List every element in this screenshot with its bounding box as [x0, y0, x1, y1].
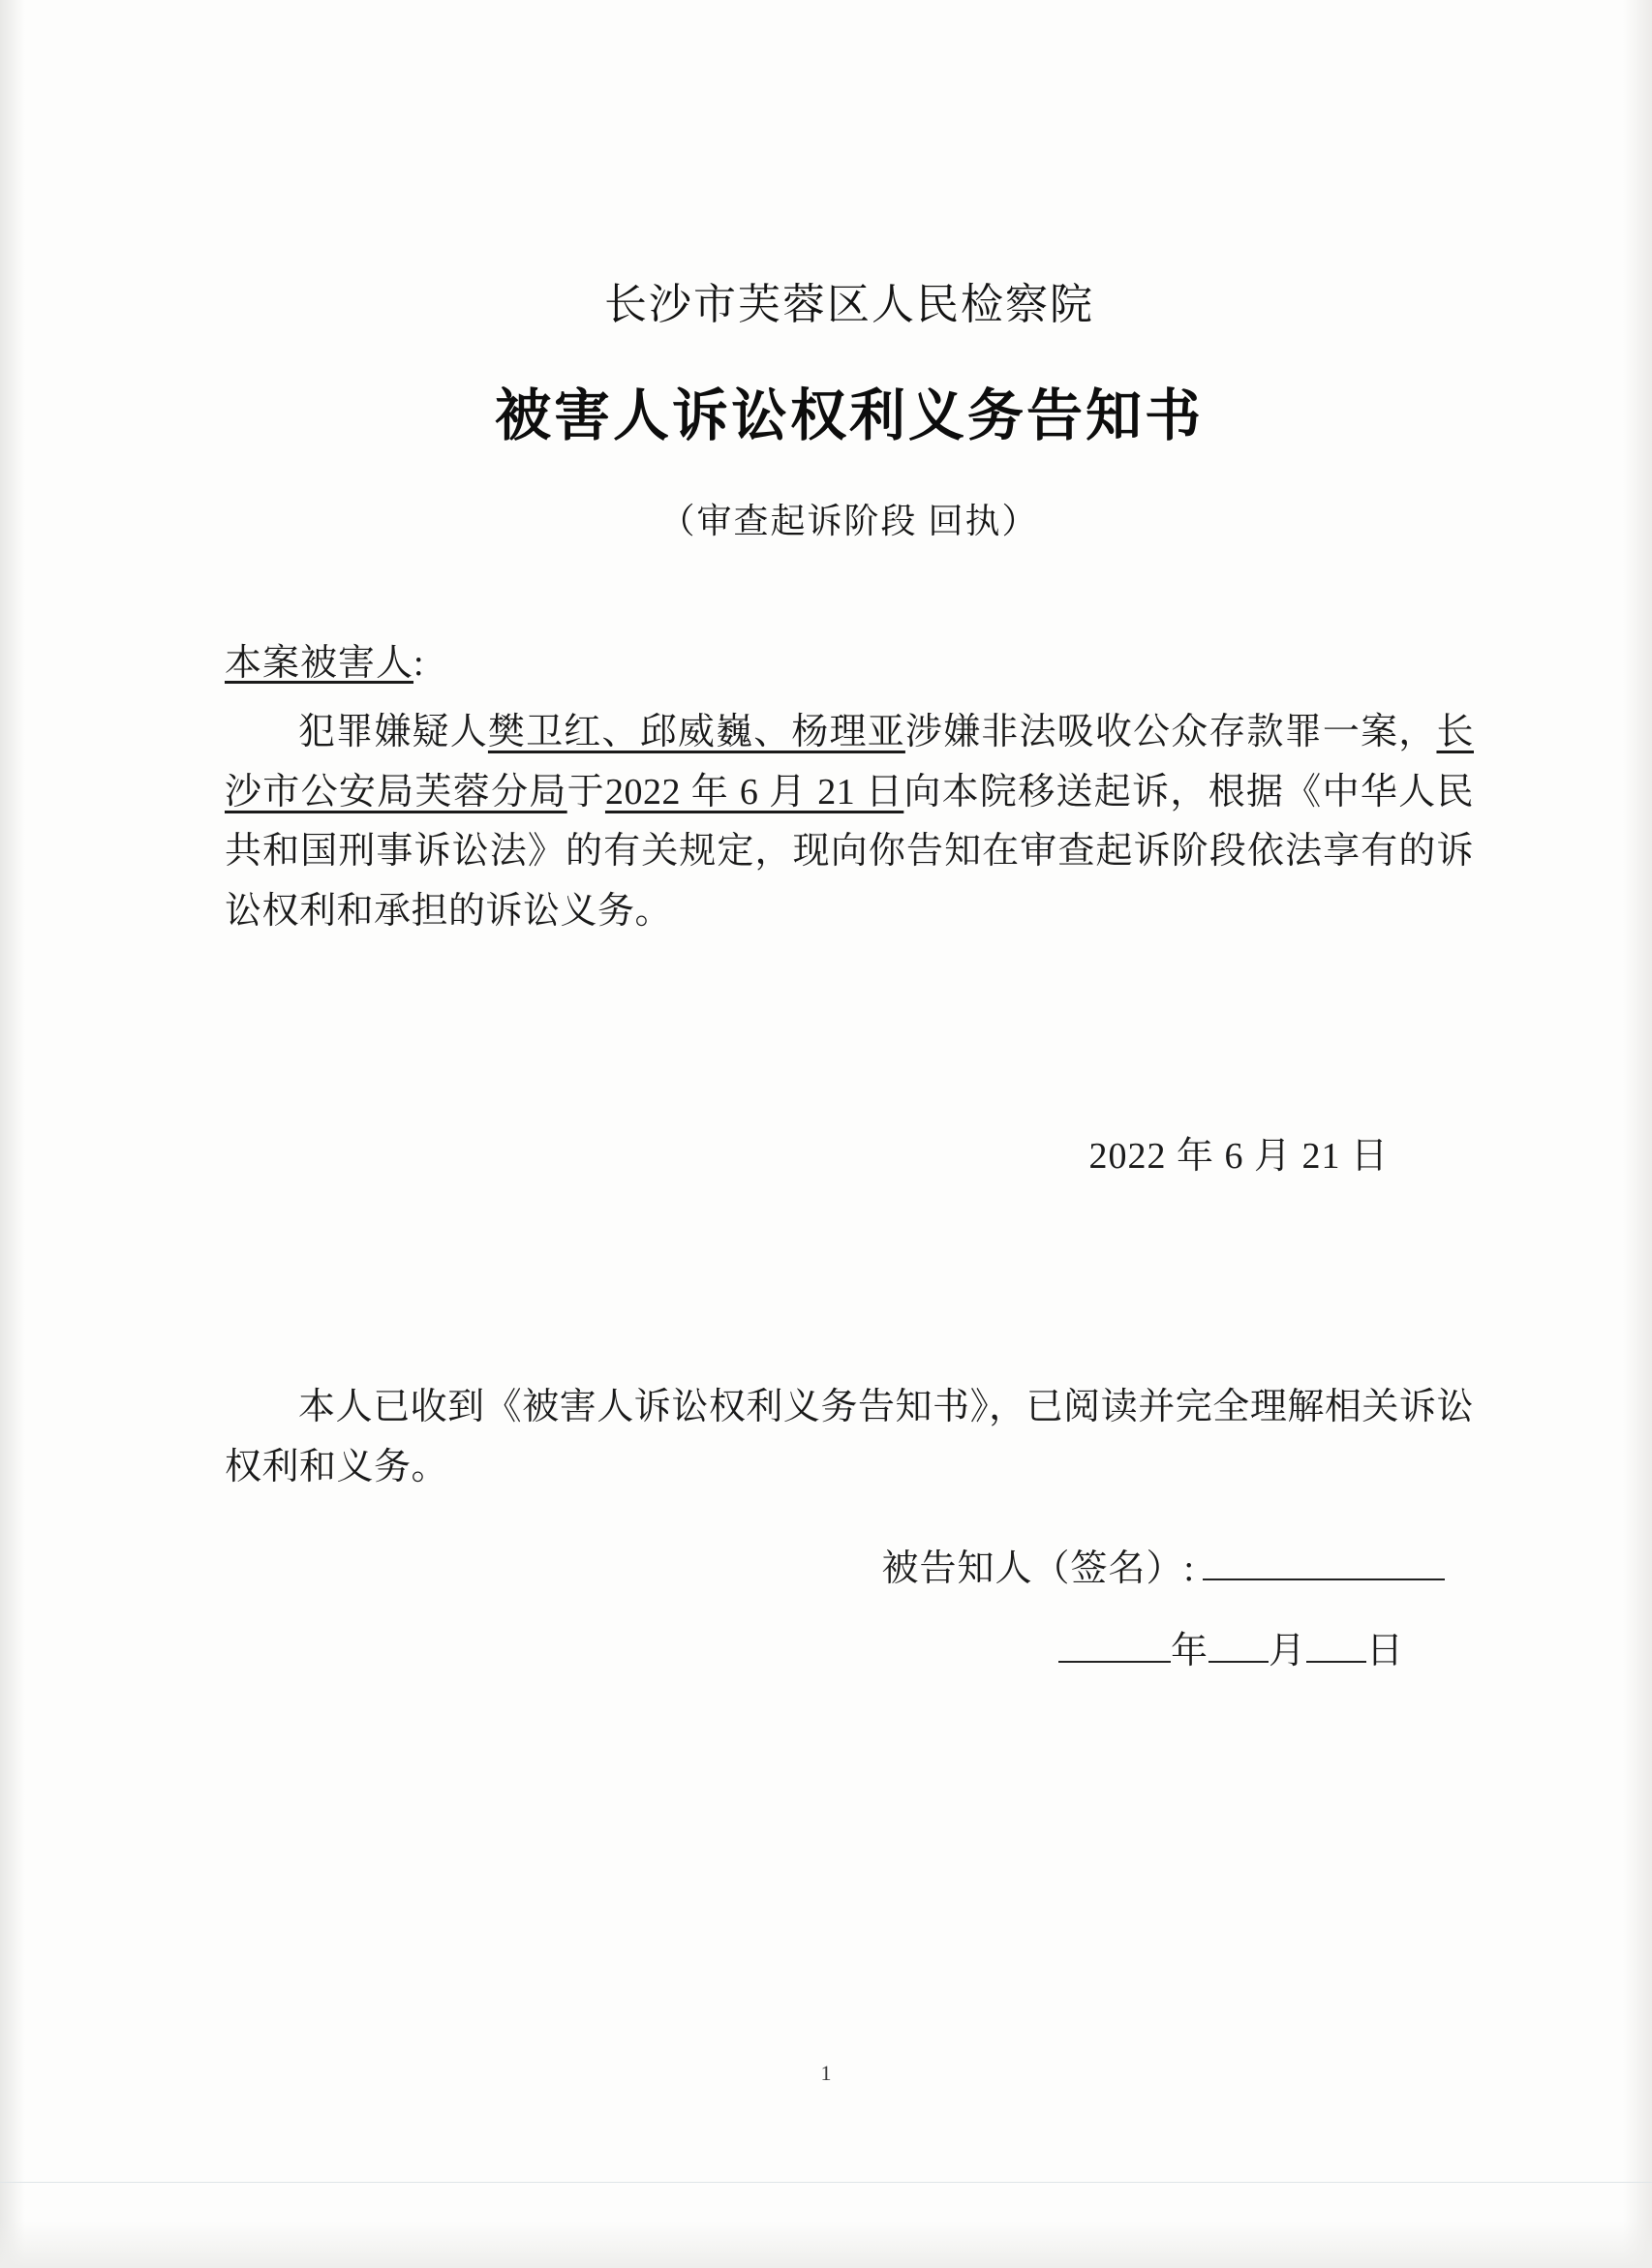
salutation-underlined-text: 本案被害人	[225, 643, 414, 684]
signature-blank[interactable]	[1203, 1578, 1445, 1580]
issue-date: 2022 年 6 月 21 日	[1088, 1136, 1389, 1178]
suspect-names: 樊卫红、邱威巍、杨理亚	[487, 712, 905, 752]
body-segment-3: 涉嫌非法吸收公众存款罪一案，	[904, 712, 1437, 752]
document-content	[225, 0, 1474, 2268]
body-segment-7: 向本院移送起诉，根据《中华人民共和国刑事诉讼法》的有关规定，现向你告知在审查起诉阶段依法享有的诉讼权利和承担的诉讼义务。	[225, 771, 1474, 932]
signature-date-row	[225, 1620, 1474, 1673]
document-subtitle: （审查起诉阶段 回执）	[659, 502, 1039, 540]
issuing-organization: 长沙市芙蓉区人民检察院	[604, 281, 1094, 328]
body-paragraph	[225, 703, 1474, 941]
day-label: 日	[1365, 1631, 1404, 1672]
page-number: 1	[820, 2061, 832, 2085]
transferring-authority: 长沙市公安局芙蓉分局	[225, 712, 1474, 812]
signature-row	[225, 1538, 1474, 1591]
year-label: 年	[1170, 1631, 1208, 1672]
salutation-colon: :	[413, 643, 425, 684]
signature-label: 被告知人（签名）:	[881, 1548, 1195, 1590]
salutation	[225, 632, 1474, 686]
month-label: 月	[1268, 1631, 1306, 1672]
body-segment-5: 于	[566, 771, 605, 812]
scan-edge-left	[0, 0, 25, 2268]
body-segment-1: 犯罪嫌疑人	[298, 712, 488, 752]
receipt-paragraph: 本人已收到《被害人诉讼权利义务告知书》，已阅读并完全理解相关诉讼权利和义务。	[225, 1387, 1474, 1487]
transfer-date: 2022 年 6 月 21 日	[604, 771, 904, 812]
year-blank[interactable]	[1058, 1661, 1171, 1663]
scan-edge-right	[1623, 0, 1652, 2268]
document-title: 被害人诉讼权利义务告知书	[494, 384, 1204, 447]
day-blank[interactable]	[1306, 1661, 1366, 1663]
month-blank[interactable]	[1208, 1661, 1269, 1663]
